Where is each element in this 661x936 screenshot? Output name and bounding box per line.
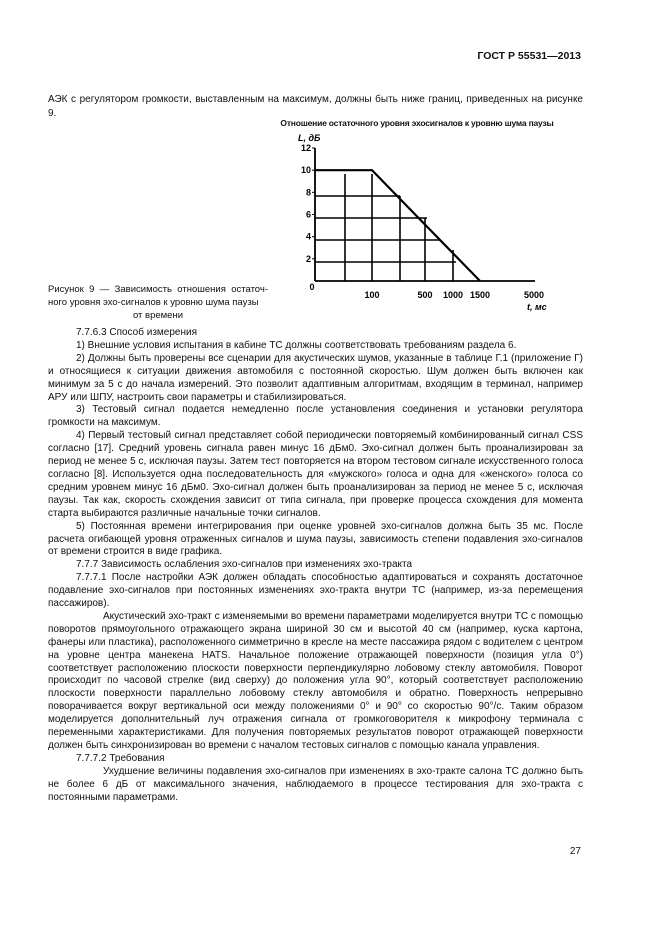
paragraph: 3) Тестовый сигнал подается немедленно после установления соединения и установки регулятора громкости на максимум.	[48, 404, 583, 429]
y-tick-label: 4	[305, 231, 311, 242]
chart-title: Отношение остаточного уровня эхосигналов к уровню шума паузы	[280, 118, 554, 128]
paragraph: 7.7.7.2 Требования	[76, 752, 165, 764]
paragraph: Акустический эхо-тракт с изменяемыми во времени параметрами моделируется внутри ТС с помощью поворотов прямоугольного отражающего экрана шириной 30 см и высотой 40 см (например, куска картона, фанеры или пластика), расположенного симметрично в кресле на месте пассажира рядом с водителем с центром на уровне центра манекена HATS. Начальное положение отражающей поверхности (позиция угла 0°) соответствует расположению плоскости поверхности перпендикулярно лобовому стеклу автомобиля. Поворот происходит по часовой стрелке (вид сверху) до положения угла 90°, который соответствует расположению плоскости поверхности параллельно лобовому стеклу автомобиля и обратно. Поверхность непрерывно поворачивается вокруг вертикальной оси между положениями 0° и 90° со скоростью 90°/с. Таким образом моделируется дополнительный луч отражения сигнала от громкоговорителя к микрофону терминала с переменными характеристиками. Для получения повторяемых результатов поворот отражающей поверхности должен быть синхронизирован во времени с началом тестовых сигналов с помощью канала управления.	[48, 610, 583, 751]
standard-header: ГОСТ Р 55531—2013	[477, 50, 581, 62]
x-tick-label: 0	[309, 282, 315, 292]
x-tick-label: 1000	[442, 290, 464, 300]
body-text	[48, 327, 583, 805]
paragraph: 2) Должны быть проверены все сценарии для акустических шумов, указанные в таблице Г.1 (приложение Г) и относящиеся к ситуации движения автомобиля с постоянной скоростью. Шум должен быть включен как минимум за 5 с до начала измерений. Это позволит адаптивным алгоритмам, входящим в терминал, например АРУ или ШПУ, настроить свои параметры и стабилизироваться.	[48, 352, 583, 403]
y-tick-label: 8	[305, 187, 311, 198]
intro-paragraph: АЭК с регулятором громкости, выставленным на максимум, должны быть ниже границ, приведенных на рисунке 9.	[48, 94, 583, 119]
y-tick-label: 6	[305, 209, 311, 220]
y-tick-label: 12	[300, 143, 311, 153]
paragraph: 1) Внешние условия испытания в кабине ТС должны соответствовать требованиям раздела 6.	[76, 339, 517, 351]
y-axis-label: L, дБ	[298, 133, 321, 143]
paragraph: 5) Постоянная времени интегрирования при оценке уровней эхо-сигналов должна быть 35 мс. После расчета огибающей уровня отраженных сигналов и шума паузы, зависимость степени подавления эхо-сигналов от времени строится в виде графика.	[48, 520, 583, 558]
x-axis-label: t, мс	[527, 302, 547, 312]
figure-caption	[48, 283, 268, 322]
figure-caption-line-1: Рисунок 9 — Зависимость отношения остаточ-	[48, 284, 268, 295]
paragraph: 7.7.6.3 Способ измерения	[76, 327, 197, 338]
y-tick-label: 2	[305, 253, 311, 264]
x-tick-label: 100	[364, 290, 380, 300]
figure-9-chart	[0, 0, 661, 330]
y-tick-label: 10	[300, 165, 311, 176]
paragraph: Ухудшение величины подавления эхо-сигналов при изменениях в эхо-тракте салона ТС должно быть не более 6 дБ от максимального значения, наблюдаемого в процессе тестирования для эхо-тракта с постоянными параметрами.	[48, 765, 583, 803]
y-tick-labels	[301, 143, 315, 264]
figure-caption-line-3: от времени	[132, 310, 184, 321]
figure-caption-line-2: ного уровня эхо-сигналов к уровню шума паузы	[48, 297, 259, 308]
x-tick-label: 5000	[523, 290, 545, 300]
page-number: 27	[569, 846, 581, 857]
paragraph: 4) Первый тестовый сигнал представляет собой периодически повторяемый комбинированный сигнал CSS согласно [17]. Средний уровень сигнала равен минус 16 дБм0. Эхо-сигнал должен быть проанализирован за период не менее 5 с, исключая паузы. Затем тест повторяется на втором тестовом сигнале искусственного голоса согласно [8]. Используется одна последовательность для «мужского» голоса и одна для «женского» голоса со средним уровнем минус 16 дБм0. Эхо-сигнал должен быть проанализирован за период не менее 5 с, исключая паузы. Так как, скорость схождения зависит от типа сигнала, при проверке процесса схождения для момента старта выбираются различные начальные точки сигналов.	[48, 430, 583, 519]
x-tick-labels	[309, 282, 544, 300]
series-line	[315, 170, 480, 281]
chart-grid	[315, 174, 456, 281]
paragraph: 7.7.7 Зависимость ослабления эхо-сигналов при изменениях эхо-тракта	[76, 559, 413, 571]
paragraph: 7.7.7.1 После настройки АЭК должен обладать способностью адаптироваться и сохранять достаточное подавление эхо-сигналов при постоянных изменениях эхо-тракта внутри ТС (например, из-за перемещения пассажиров).	[48, 572, 583, 610]
x-tick-label: 500	[417, 290, 433, 300]
x-tick-label: 1500	[469, 290, 491, 300]
